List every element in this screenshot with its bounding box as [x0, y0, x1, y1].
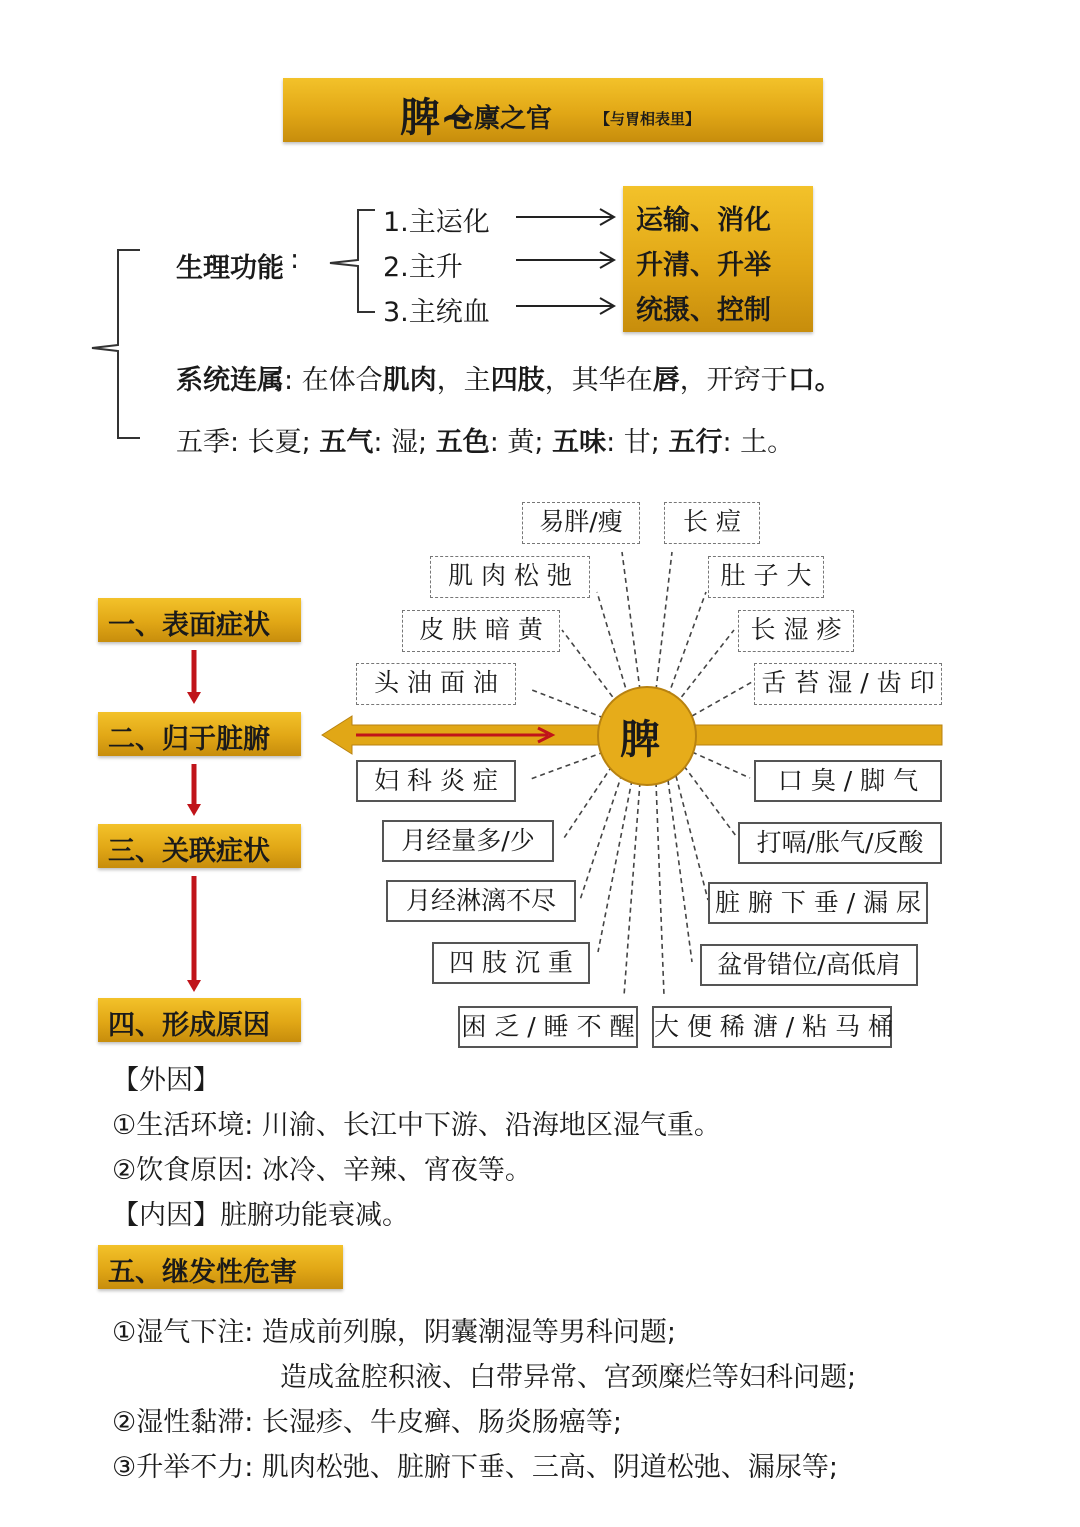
symptom-box: 大 便 稀 溏 / 粘 马 桶: [652, 1006, 892, 1048]
section-5-label: 五、继发性危害: [108, 1257, 297, 1288]
symptom-box: 长 湿 疹: [738, 610, 854, 652]
external-cause-2: ②饮食原因: 冰冷、辛辣、宵夜等。: [112, 1155, 532, 1186]
symptom-box: 困 乏 / 睡 不 醒: [458, 1006, 638, 1048]
qi-value: : 湿;: [373, 427, 428, 458]
function-item-3: 3.主统血: [383, 297, 490, 328]
physiology-label: 生理功能: [176, 253, 284, 284]
page-title: 脾~: [400, 95, 474, 141]
symptom-box: 脏 腑 下 垂 / 漏 尿: [708, 882, 928, 924]
harm-line-3: ②湿性黏滞: 长湿疹、牛皮癣、肠炎肠癌等;: [112, 1407, 622, 1438]
symptom-box: 肚 子 大: [708, 556, 824, 598]
taste-value: : 甘;: [606, 427, 660, 458]
season-label: 五季: [176, 427, 230, 458]
system-text-1: : 在体合: [284, 365, 383, 396]
symptom-box: 长 痘: [664, 502, 760, 544]
physiology-colon: :: [290, 244, 300, 275]
external-cause-label: 【外因】: [112, 1065, 220, 1096]
step-4-label: 四、形成原因: [108, 1010, 270, 1041]
system-bold-4: 口。: [787, 365, 842, 396]
color-value: : 黄;: [489, 427, 544, 458]
symptom-box: 打嗝/胀气/反酸: [738, 822, 942, 864]
center-label: 脾: [620, 717, 660, 763]
symptom-box: 舌 苔 湿 / 齿 印: [754, 663, 942, 705]
function-result-1: 运输、消化: [636, 205, 771, 236]
symptom-box: 妇 科 炎 症: [356, 760, 516, 802]
season-value: : 长夏;: [230, 427, 311, 458]
system-bold-2: 四肢: [490, 365, 545, 396]
harm-line-4: ③升举不力: 肌肉松弛、脏腑下垂、三高、阴道松弛、漏尿等;: [112, 1452, 838, 1483]
symptom-box: 月经量多/少: [382, 820, 554, 862]
element-label: 五行: [668, 427, 723, 458]
function-item-2: 2.主升: [383, 252, 463, 283]
element-value: : 土。: [722, 427, 795, 458]
step-1-label: 一、表面症状: [108, 610, 270, 641]
function-result-3: 统摄、控制: [636, 295, 771, 326]
symptom-box: 头 油 面 油: [356, 663, 516, 705]
step-2-label: 二、归于脏腑: [108, 724, 270, 755]
symptom-box: 口 臭 / 脚 气: [754, 760, 942, 802]
internal-cause: 【内因】脏腑功能衰减。: [112, 1200, 409, 1231]
symptom-box: 盆骨错位/高低肩: [700, 944, 918, 986]
system-text-4: ，开窍于: [679, 365, 788, 396]
step-down-arrows: [187, 650, 201, 992]
symptom-box: 月经淋漓不尽: [386, 880, 576, 922]
system-text-2: ，主: [436, 365, 491, 396]
system-bold-3: 唇: [652, 365, 680, 396]
system-label: 系统连属: [176, 365, 284, 396]
symptom-box: 易胖/瘦: [522, 502, 640, 544]
external-cause-1: ①生活环境: 川渝、长江中下游、沿海地区湿气重。: [112, 1110, 721, 1141]
harm-line-2: 造成盆腔积液、白带异常、宫颈糜烂等妇科问题;: [280, 1362, 857, 1393]
function-item-1: 1.主运化: [383, 207, 490, 238]
system-bold-1: 肌肉: [382, 365, 437, 396]
system-text-3: ，其华在: [544, 365, 653, 396]
symptom-box: 四 肢 沉 重: [432, 942, 590, 984]
title-note: 【与胃相表里】: [595, 110, 701, 128]
function-result-2: 升清、升举: [636, 250, 771, 281]
symptom-box: 皮 肤 暗 黄: [402, 610, 560, 652]
taste-label: 五味: [552, 427, 607, 458]
qi-label: 五气: [319, 427, 374, 458]
harm-line-1: ①湿气下注: 造成前列腺，阴囊潮湿等男科问题;: [112, 1317, 676, 1348]
color-label: 五色: [435, 427, 490, 458]
page-subtitle: 仓廪之官: [448, 104, 553, 134]
symptom-box: 肌 肉 松 弛: [430, 556, 590, 598]
step-3-label: 三、关联症状: [108, 836, 270, 867]
